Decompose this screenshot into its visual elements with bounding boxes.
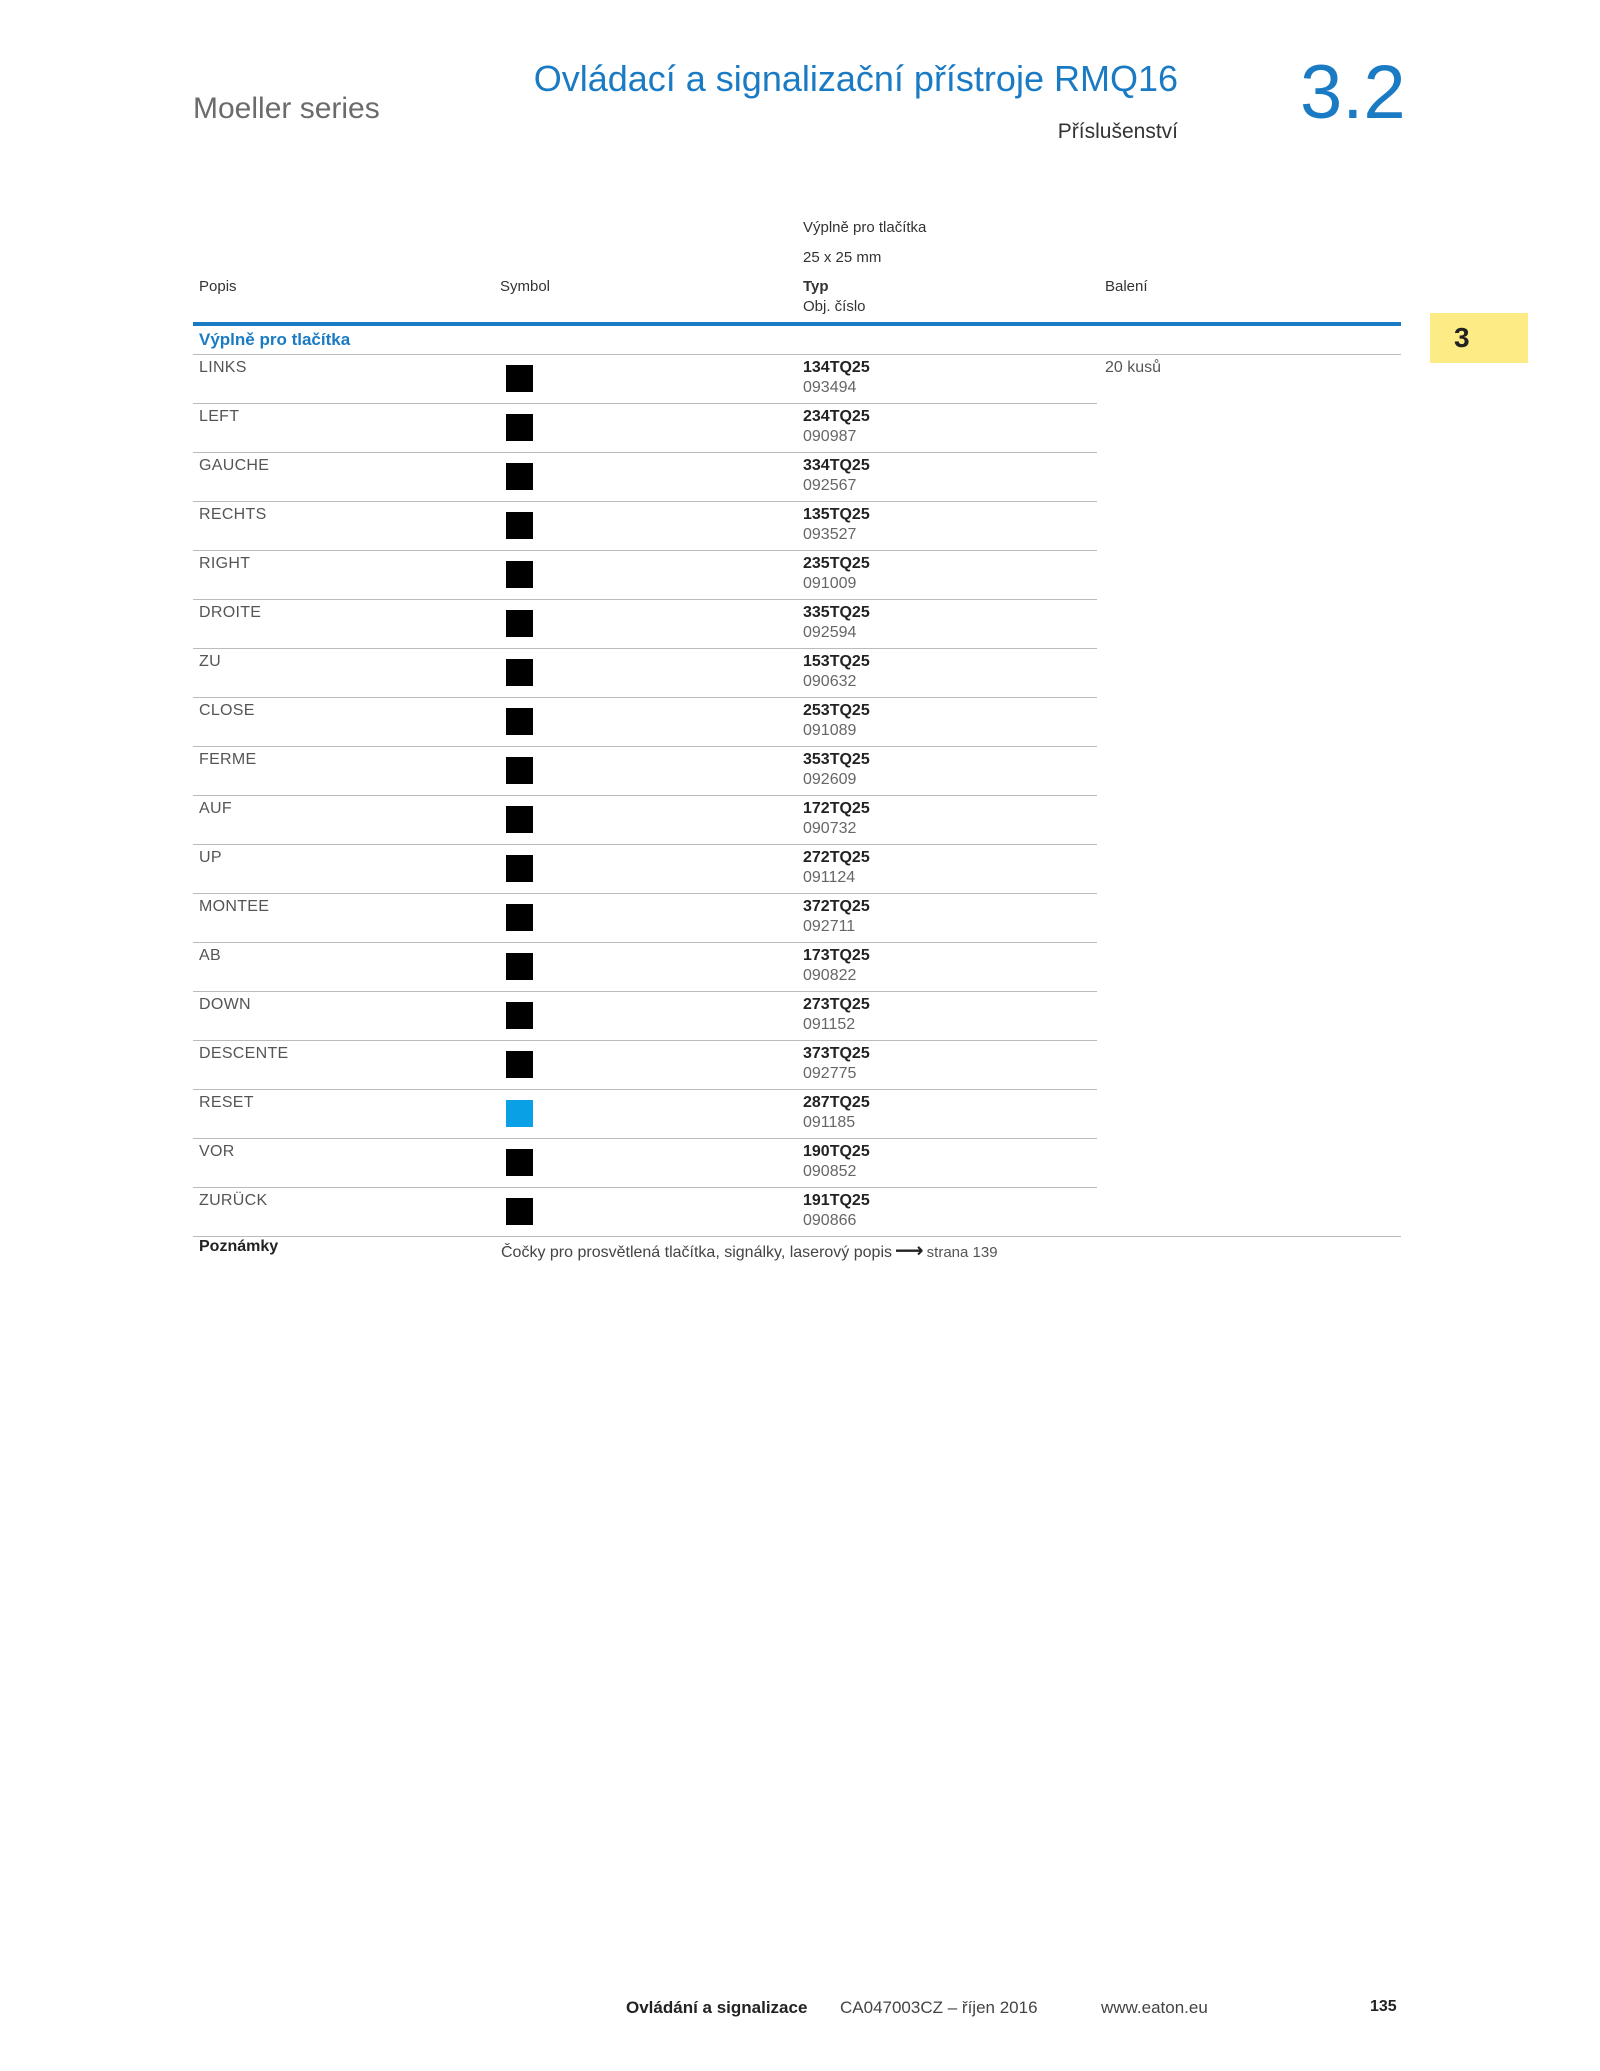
- row-typ: 287TQ25: [803, 1094, 870, 1111]
- symbol-swatch: [506, 708, 533, 735]
- row-typ: 172TQ25: [803, 800, 870, 817]
- symbol-swatch: [506, 1100, 533, 1127]
- row-popis: DROITE: [199, 604, 262, 621]
- row-popis: DESCENTE: [199, 1045, 289, 1062]
- row-popis: AB: [199, 947, 221, 964]
- table-row: [0, 1090, 1600, 1139]
- row-typ: 253TQ25: [803, 702, 870, 719]
- row-typ: 334TQ25: [803, 457, 870, 474]
- row-obj-number: 092711: [803, 918, 856, 935]
- row-typ: 335TQ25: [803, 604, 870, 621]
- header-rule: [193, 322, 1401, 326]
- table-row: [0, 502, 1600, 551]
- symbol-swatch: [506, 953, 533, 980]
- table-row: [0, 796, 1600, 845]
- column-header-baleni: Balení: [1105, 278, 1148, 295]
- row-popis: ZURÜCK: [199, 1192, 268, 1209]
- symbol-swatch: [506, 1149, 533, 1176]
- row-typ: 191TQ25: [803, 1192, 870, 1209]
- series-label: Moeller series: [193, 92, 380, 125]
- row-popis: MONTEE: [199, 898, 270, 915]
- symbol-swatch: [506, 610, 533, 637]
- row-obj-number: 092609: [803, 771, 857, 788]
- symbol-swatch: [506, 1198, 533, 1225]
- row-obj-number: 093527: [803, 526, 857, 543]
- row-typ: 234TQ25: [803, 408, 870, 425]
- row-typ: 153TQ25: [803, 653, 870, 670]
- table-row: [0, 1139, 1600, 1188]
- row-obj-number: 090632: [803, 673, 857, 690]
- row-typ: 272TQ25: [803, 849, 870, 866]
- table-row: [0, 355, 1600, 404]
- footer-doc: CA047003CZ – říjen 2016: [840, 1998, 1038, 2017]
- row-obj-number: 090732: [803, 820, 857, 837]
- row-obj-number: 092775: [803, 1065, 857, 1082]
- table-row: [0, 992, 1600, 1041]
- symbol-swatch: [506, 1002, 533, 1029]
- table-row: [0, 600, 1600, 649]
- table-row: [0, 894, 1600, 943]
- column-header-obj: Obj. číslo: [803, 298, 866, 315]
- symbol-swatch: [506, 561, 533, 588]
- row-obj-number: 091124: [803, 869, 856, 886]
- column-header-size: 25 x 25 mm: [803, 249, 882, 266]
- symbol-swatch: [506, 757, 533, 784]
- row-typ: 235TQ25: [803, 555, 870, 572]
- row-baleni: 20 kusů: [1105, 359, 1162, 376]
- row-divider: [193, 1236, 1401, 1237]
- row-popis: VOR: [199, 1143, 235, 1160]
- footer-web[interactable]: www.eaton.eu: [1101, 1998, 1208, 2017]
- row-obj-number: 090987: [803, 428, 857, 445]
- row-popis: FERME: [199, 751, 257, 768]
- column-header-typ: Typ: [803, 278, 829, 295]
- product-rows: [0, 355, 1600, 1237]
- column-header-symbol: Symbol: [500, 278, 551, 295]
- table-row: [0, 747, 1600, 796]
- row-obj-number: 090866: [803, 1212, 857, 1229]
- notes-body: Čočky pro prosvětlená tlačítka, signálky, laserový popis: [501, 1244, 892, 1261]
- row-obj-number: 093494: [803, 379, 857, 396]
- symbol-swatch: [506, 463, 533, 490]
- row-popis: GAUCHE: [199, 457, 270, 474]
- row-obj-number: 091089: [803, 722, 857, 739]
- row-typ: 353TQ25: [803, 751, 870, 768]
- symbol-swatch: [506, 855, 533, 882]
- page-subtitle: Příslušenství: [1057, 120, 1178, 143]
- symbol-swatch: [506, 904, 533, 931]
- row-obj-number: 090822: [803, 967, 857, 984]
- table-row: [0, 1188, 1600, 1237]
- table-row: [0, 845, 1600, 894]
- row-typ: 372TQ25: [803, 898, 870, 915]
- row-obj-number: 091185: [803, 1114, 856, 1131]
- notes-label: Poznámky: [199, 1238, 279, 1255]
- row-popis: LEFT: [199, 408, 240, 425]
- row-popis: UP: [199, 849, 222, 866]
- row-popis: ZU: [199, 653, 221, 670]
- symbol-swatch: [506, 512, 533, 539]
- row-popis: CLOSE: [199, 702, 255, 719]
- symbol-swatch: [506, 1051, 533, 1078]
- symbol-swatch: [506, 414, 533, 441]
- row-popis: AUF: [199, 800, 232, 817]
- row-obj-number: 091152: [803, 1016, 856, 1033]
- row-obj-number: 092567: [803, 477, 857, 494]
- row-typ: 173TQ25: [803, 947, 870, 964]
- row-obj-number: 092594: [803, 624, 857, 641]
- column-header-group: Výplně pro tlačítka: [803, 219, 927, 236]
- row-obj-number: 090852: [803, 1163, 857, 1180]
- table-row: [0, 943, 1600, 992]
- table-row: [0, 1041, 1600, 1090]
- row-typ: 273TQ25: [803, 996, 870, 1013]
- row-typ: 134TQ25: [803, 359, 870, 376]
- column-header-popis: Popis: [199, 278, 237, 295]
- page-reference-link[interactable]: strana 139: [926, 1244, 998, 1261]
- table-row: [0, 404, 1600, 453]
- arrow-icon: ⟶: [895, 1240, 924, 1262]
- table-row: [0, 551, 1600, 600]
- row-typ: 190TQ25: [803, 1143, 870, 1160]
- notes-row: [0, 1238, 1600, 1268]
- section-label: Výplně pro tlačítka: [199, 330, 351, 349]
- row-popis: RECHTS: [199, 506, 267, 523]
- row-typ: 373TQ25: [803, 1045, 870, 1062]
- row-popis: DOWN: [199, 996, 251, 1013]
- table-row: [0, 649, 1600, 698]
- table-row: [0, 698, 1600, 747]
- row-popis: LINKS: [199, 359, 247, 376]
- footer-section: Ovládání a signalizace: [626, 1998, 808, 2017]
- symbol-swatch: [506, 365, 533, 392]
- symbol-swatch: [506, 806, 533, 833]
- chapter-tab-label: 3: [1454, 322, 1470, 353]
- row-obj-number: 091009: [803, 575, 857, 592]
- page-title: Ovládací a signalizační přístroje RMQ16: [533, 58, 1178, 99]
- notes-text: [501, 1238, 998, 1263]
- symbol-swatch: [506, 659, 533, 686]
- row-popis: RESET: [199, 1094, 254, 1111]
- row-typ: 135TQ25: [803, 506, 870, 523]
- table-row: [0, 453, 1600, 502]
- row-popis: RIGHT: [199, 555, 251, 572]
- footer-page-number: 135: [1370, 1998, 1397, 2015]
- chapter-number: 3.2: [1300, 50, 1406, 135]
